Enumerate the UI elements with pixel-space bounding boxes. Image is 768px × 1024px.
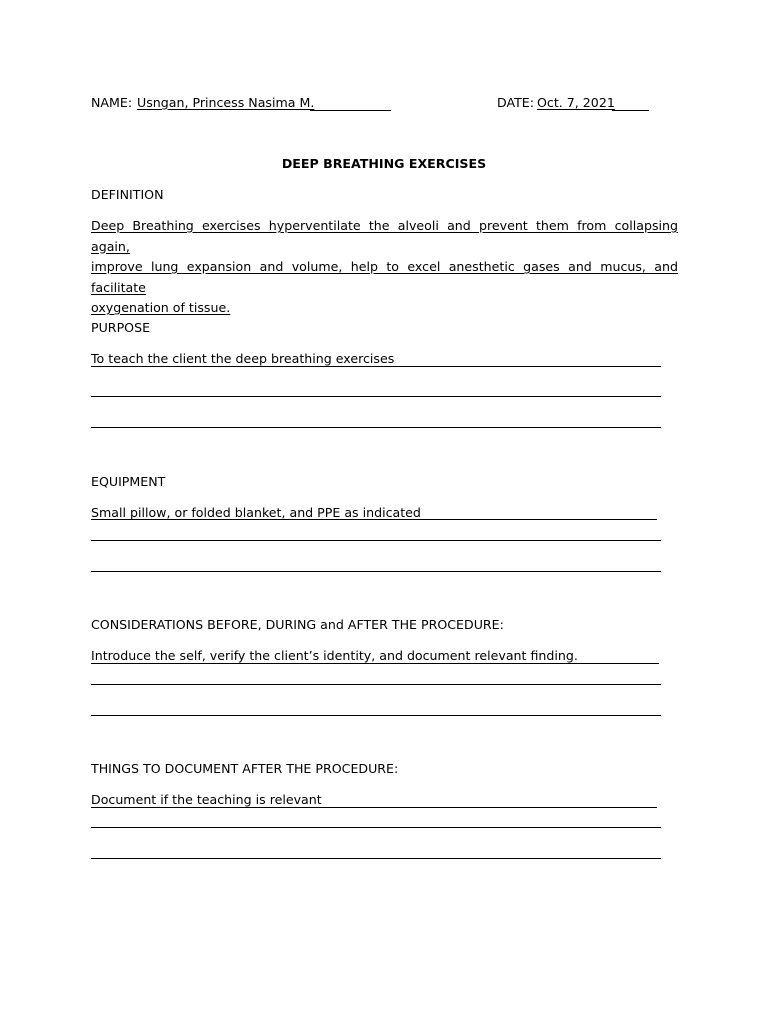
considerations-blank-line-2 [91,715,661,716]
definition-text [91,216,678,319]
equipment-blank-line-1 [91,540,661,541]
equipment-blank-line-2 [91,571,661,572]
purpose-blank-line-2 [91,427,661,428]
date-blank-line [612,110,649,111]
definition-heading: DEFINITION [91,187,164,202]
considerations-answer-line [91,663,659,664]
page-title: DEEP BREATHING EXERCISES [281,156,487,171]
definition-line-1: Deep Breathing exercises hyperventilate the alveoli and prevent them from collapsing again, [91,218,678,254]
documentation-answer-line [91,807,657,808]
name-blank-line [310,110,391,111]
date-value: Oct. 7, 2021 [537,95,615,110]
name-label: NAME: [91,95,133,110]
definition-line-2: improve lung expansion and volume, help to excel anesthetic gases and mucus, and facilitate [91,259,678,295]
equipment-answer: Small pillow, or folded blanket, and PPE as indicated [91,505,421,520]
date-label: DATE: [497,95,535,110]
documentation-blank-line-2 [91,858,661,859]
documentation-heading: THINGS TO DOCUMENT AFTER THE PROCEDURE: [91,761,399,776]
documentation-blank-line-1 [91,827,661,828]
considerations-answer: Introduce the self, verify the client’s identity, and document relevant finding. [91,648,578,663]
considerations-blank-line-1 [91,684,661,685]
name-value: Usngan, Princess Nasima M. [137,95,315,110]
purpose-heading: PURPOSE [91,320,151,335]
purpose-answer-line [91,366,661,367]
purpose-blank-line-1 [91,396,661,397]
considerations-heading: CONSIDERATIONS BEFORE, DURING and AFTER THE PROCEDURE: [91,617,504,632]
purpose-answer: To teach the client the deep breathing exercises [91,351,395,366]
definition-line-3: oxygenation of tissue. [91,300,231,315]
equipment-heading: EQUIPMENT [91,474,166,489]
documentation-answer: Document if the teaching is relevant [91,792,322,807]
equipment-answer-line [91,519,657,520]
